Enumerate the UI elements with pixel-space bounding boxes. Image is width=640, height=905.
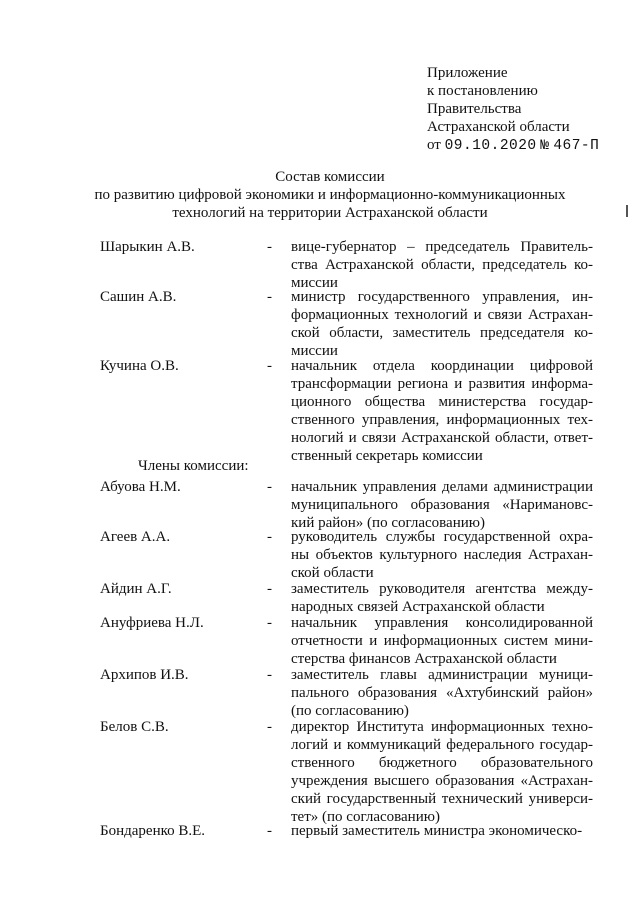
date-prefix: от [427,137,441,153]
member-name: Белов С.В. [100,719,169,735]
member-role-line: директор Института информационных техно- [291,719,593,735]
member-name: Архипов И.В. [100,667,189,683]
scan-mark [626,205,628,217]
member-role [291,288,593,360]
heading-title: Состав комиссии [275,169,385,185]
member-name: Абуова Н.М. [100,479,181,495]
member-role-line: трансформации региона и развития информа- [291,376,593,392]
member-role [291,478,593,532]
member-name: Айдин А.Г. [100,581,172,597]
member-role-line: ственного управления, информационных тех- [291,412,593,428]
member-dash: - [267,719,272,735]
member-dash: - [267,479,272,495]
member-role-line: руководитель службы государственной охра- [291,529,593,545]
resolution-date: 09.10.2020 [444,138,537,154]
member-role-line: народных связей Астраханской области [291,599,545,615]
member-dash: - [267,581,272,597]
member-role-line: тет» (по согласованию) [291,809,440,825]
member-role-line: начальник управления делами администрации [291,479,593,495]
member-dash: - [267,358,272,374]
member-role-line: (по согласованию) [291,703,409,719]
member-role [291,238,593,292]
member-name: Агеев А.А. [100,529,171,545]
member-name: Ануфриева Н.Л. [100,615,204,631]
appendix-line: Правительства [427,101,522,117]
member-name: Сашин А.В. [100,289,177,305]
appendix-date-line [427,136,599,155]
member-name: Шарыкин А.В. [100,239,195,255]
member-role-line: первый заместитель министра экономическо- [291,823,583,839]
heading-subtitle: по развитию цифровой экономики и информационно-коммуникационных [94,187,566,203]
resolution-number: 467-П [553,138,600,154]
member-dash: - [267,289,272,305]
member-role [291,614,593,668]
member-role-line: вице-губернатор – председатель Правитель- [291,239,593,255]
member-role-line: стерства финансов Астраханской области [291,651,557,667]
member-role-line: ства Астраханской области, председатель ко- [291,257,593,273]
member-role-line: заместитель главы администрации муници- [291,667,593,683]
member-role [291,822,593,840]
member-role [291,528,593,582]
member-role-line: ственный секретарь комиссии [291,448,483,464]
member-role-line: ционного общества министерства государ- [291,394,593,410]
member-role-line: пального образования «Ахтубинский район» [291,685,593,701]
member-role-line: формационных технологий и связи Астрахан- [291,307,593,323]
member-role-line: миссии [291,343,338,359]
member-dash: - [267,823,272,839]
appendix-line: к постановлению [427,83,538,99]
member-dash: - [267,239,272,255]
member-role-line: нологий и связи Астраханской области, ответ- [291,430,593,446]
member-dash: - [267,615,272,631]
member-role-line: логий и коммуникаций федерального государ- [291,737,593,753]
member-name: Бондаренко В.Е. [100,823,206,839]
member-role-line: ственного бюджетного образовательного [291,755,593,771]
member-role-line: отчетности и информационных систем мини- [291,633,593,649]
member-role-line: ский государственный технический универси- [291,791,593,807]
member-role-line: учреждения высшего образования «Астрахан- [291,773,593,789]
member-name: Кучина О.В. [100,358,179,374]
member-role-line: начальник отдела координации цифровой [291,358,593,374]
member-role [291,666,593,720]
member-role-line: миссии [291,275,338,291]
members-section-label: Члены комиссии: [138,458,249,474]
number-sign: № [540,138,550,154]
member-dash: - [267,667,272,683]
heading-subtitle: технологий на территории Астраханской области [172,205,488,221]
member-role [291,357,593,465]
member-role-line: заместитель руководителя агентства между- [291,581,593,597]
member-role [291,718,593,826]
appendix-line: Астраханской области [427,119,570,135]
member-role-line: ской области [291,565,374,581]
member-role-line: начальник управления консолидированной [291,615,593,631]
appendix-title: Приложение [427,65,508,81]
document-heading [80,168,580,222]
member-role-line: ской области, заместитель председателя ко- [291,325,593,341]
member-role-line: кий район» (по согласованию) [291,515,485,531]
member-role-line: ны объектов культурного наследия Астрахан- [291,547,593,563]
member-role-line: министр государственного управления, ин- [291,289,593,305]
member-role [291,580,593,616]
appendix-header [427,64,599,155]
member-dash: - [267,529,272,545]
member-role-line: муниципального образования «Наримановс- [291,497,593,513]
